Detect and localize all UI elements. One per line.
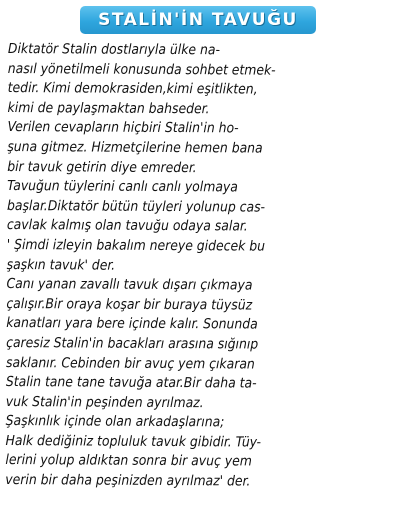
text-line: Diktatör Stalin dostlarıyla ülke na- <box>7 40 221 59</box>
text-line: çaresiz Stalin'in bacakları arasına sığınıp <box>6 334 259 353</box>
text-line: başlar.Diktatör bütün tüyleri yolunup cas- <box>6 197 266 216</box>
story-text <box>5 40 396 493</box>
title-banner <box>80 6 316 34</box>
text-line: Şaşkınlık içinde olan arkadaşlarına; <box>5 413 225 431</box>
text-line: tedir. Kimi demokrasiden,kimi eşitlikten, <box>7 80 258 98</box>
text-line: şaşkın tavuk' der. <box>6 256 116 274</box>
text-line: kimi de paylaşmaktan bahseder. <box>7 99 210 118</box>
text-line: Stalin tane tane tavuğa atar.Bir daha ta- <box>5 374 257 392</box>
text-line: cavlak kalmış olan tavuğu odaya salar. <box>6 217 248 235</box>
text-line: kanatları yara bere içinde kalır. Sonunda <box>6 315 258 333</box>
text-line: Canı yanan zavallı tavuk dışarı çıkmaya <box>6 276 253 294</box>
text-line: saklanır. Cebinden bir avuç yem çıkaran <box>5 354 255 373</box>
text-line: Verilen cevapların hiçbiri Stalin'in ho- <box>7 119 239 137</box>
text-line: vuk Stalin'in peşinden ayrılmaz. <box>5 393 204 411</box>
text-line: çalışır.Bir oraya koşar bir buraya tüysüz <box>6 295 253 314</box>
text-line: lerini yolup aldıktan sonra bir avuç yem <box>5 452 252 470</box>
text-line: şuna gitmez. Hizmetçilerine hemen bana <box>7 138 263 157</box>
page-title: STALİN'İN TAVUĞU <box>98 10 298 30</box>
text-line: ' Şimdi izleyin bakalım nereye gidecek bu <box>6 236 266 255</box>
text-line: verin bir daha peşinizden ayrılmaz' der. <box>5 472 251 490</box>
text-line: Tavuğun tüylerini canlı canlı yolmaya <box>7 178 238 196</box>
text-line: bir tavuk getirin diye emreder. <box>7 158 197 176</box>
text-line: nasıl yönetilmeli konusunda sohbet etmek- <box>7 60 276 79</box>
text-line: Halk dediğiniz topluluk tavuk gibidir. Tüy- <box>5 432 262 451</box>
